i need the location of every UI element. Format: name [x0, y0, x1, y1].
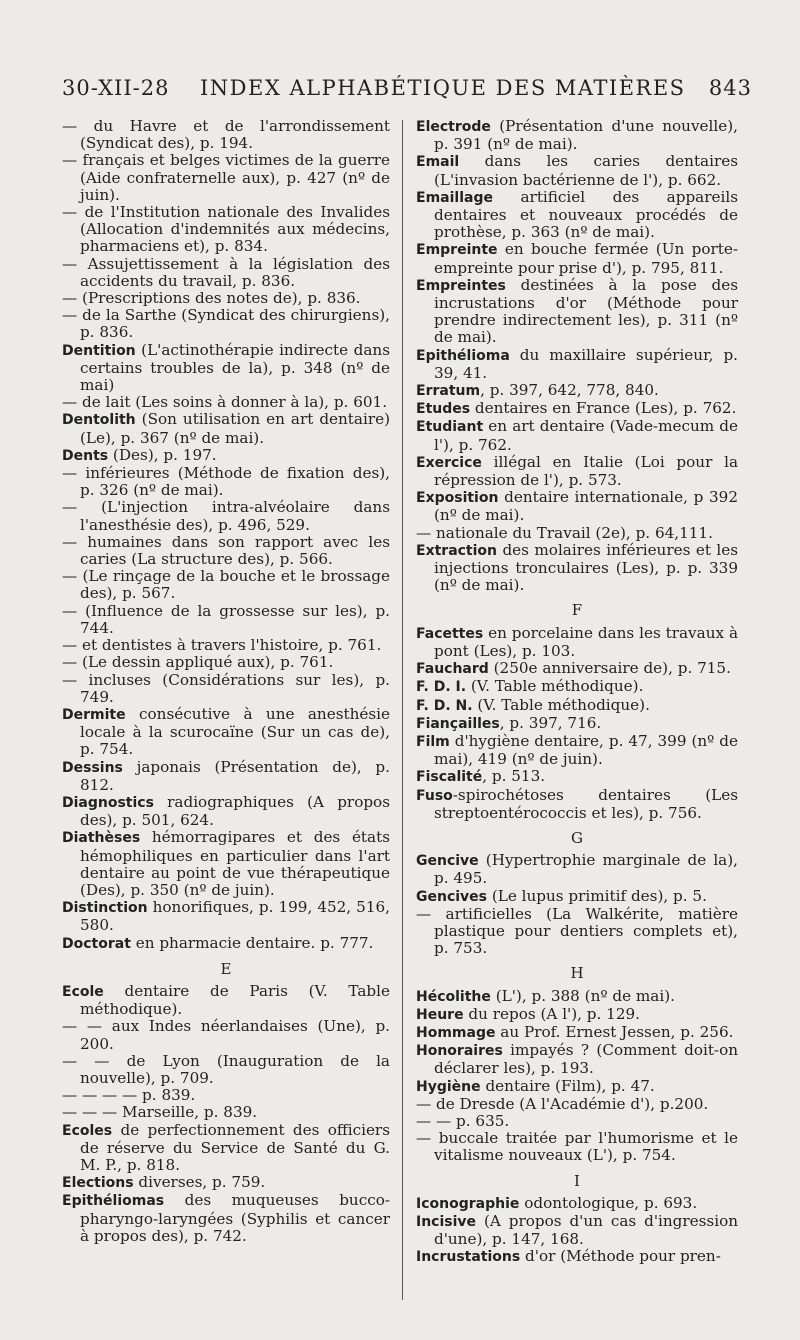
entry-heading: Fuso: [416, 787, 453, 804]
entry-text: japonais (Présentation de), p. 812.: [80, 757, 390, 794]
entry-heading: Honoraires: [416, 1043, 503, 1060]
index-entry: [62, 759, 390, 794]
index-entry: [62, 394, 390, 411]
entry-text: — français et belges victimes de la guerre (Aide confraternelle aux), p. 427 (nº de juin).: [62, 151, 390, 204]
entry-text: (A propos d'un cas d'ingression d'une), p. 147, 168.: [434, 1211, 738, 1249]
entry-text: (Hypertrophie marginale de la), p. 495.: [434, 851, 738, 888]
entry-heading: Incrustations: [416, 1249, 521, 1266]
entry-text: — — de Lyon (Inauguration de la nouvelle), p. 709.: [62, 1051, 390, 1087]
index-entry: [416, 988, 738, 1006]
index-entry: [416, 660, 738, 678]
entry-text: -spirochétoses dentaires (Les streptoentérococcis et les), p. 756.: [434, 785, 738, 822]
index-entry: [416, 525, 738, 542]
entry-heading: Facettes: [416, 625, 484, 642]
entry-text: , p. 397, 642, 778, 840.: [480, 381, 659, 400]
index-entry: [416, 277, 738, 347]
entry-text: des molaires inférieures et les injections tronculaires (Les), p. p. 339 (nº de mai).: [434, 540, 738, 595]
entry-text: (L'actinothérapie indirecte dans certains troubles de la), p. 348 (nº de mai): [80, 340, 390, 395]
index-entry: [416, 542, 738, 595]
index-entry: [416, 1130, 738, 1164]
entry-heading: Dermite: [62, 706, 126, 723]
index-entry: [62, 1018, 390, 1052]
entry-text: (Présentation d'une nouvelle), p. 391 (nº de mai).: [434, 117, 738, 154]
entry-heading: Dents: [62, 447, 109, 464]
entry-heading: Fauchard: [416, 661, 489, 678]
index-entry: [62, 899, 390, 934]
entry-text: en pharmacie dentaire. p. 777.: [130, 933, 374, 952]
entry-heading: Email: [416, 154, 460, 171]
index-entry: [62, 204, 390, 256]
index-entry: [416, 1024, 738, 1042]
entry-text: — (Influence de la grossesse sur les), p. 744.: [62, 601, 390, 637]
index-entry: [416, 678, 738, 696]
entry-text: (Son utilisation en art dentaire) (Le), p. 367 (nº de mai).: [80, 410, 390, 447]
index-entry: [416, 1213, 738, 1248]
entry-heading: Fiscalité: [416, 769, 483, 786]
index-entry: [62, 794, 390, 829]
section-letter: I: [574, 1171, 580, 1190]
section-letter: G: [571, 828, 583, 847]
entry-heading: Dentolith: [62, 412, 136, 429]
entry-heading: Iconographie: [416, 1195, 520, 1212]
index-entry: [416, 625, 738, 660]
entry-text: en bouche fermée (Un porte-empreinte pour prise d'), p. 795, 811.: [434, 240, 738, 277]
entry-heading: Ecole: [62, 983, 104, 1000]
entry-text: — de l'Institution nationale des Invalides (Allocation d'indemnités aux médecins, pharmaciens et), p. 834.: [62, 203, 390, 256]
entry-heading: Ecoles: [62, 1122, 113, 1139]
entry-heading: Gencive: [416, 853, 479, 870]
header-date: 30-XII-28: [62, 76, 170, 100]
index-entry: [62, 256, 390, 290]
entry-heading: Incisive: [416, 1213, 477, 1230]
index-entry: [416, 1042, 738, 1077]
index-entry: [62, 1192, 390, 1245]
entry-text: du maxillaire supérieur, p. 39, 41.: [434, 345, 738, 382]
entry-text: des muqueuses bucco-pharyngo-laryngées (Syphilis et cancer à propos des), p. 742.: [80, 1191, 390, 1245]
entry-text: destinées à la pose des incrustations d'or (Méthode pour prendre indirectement les), p. 311 (nº de mai).: [434, 275, 738, 347]
entry-text: — (Le dessin appliqué aux), p. 761.: [62, 653, 334, 672]
index-entry: [416, 1006, 738, 1024]
entry-text: — (Le rinçage de la bouche et le brossage des), p. 567.: [62, 567, 390, 603]
index-entry: [416, 697, 738, 715]
index-entry: [416, 418, 738, 453]
index-entry: [416, 906, 738, 958]
entry-text: — buccale traitée par l'humorisme et le vitalisme nouveaux (L'), p. 754.: [416, 1129, 738, 1165]
entry-text: d'or (Méthode pour pren-: [520, 1247, 721, 1266]
entry-text: — — — Marseille, p. 839.: [62, 1103, 258, 1122]
entry-text: , p. 513.: [482, 767, 546, 786]
entry-text: d'hygiène dentaire, p. 47, 399 (nº de mai), 419 (nº de juin).: [434, 731, 738, 769]
entry-text: — inférieures (Méthode de fixation des), p. 326 (nº de mai).: [62, 464, 390, 500]
column-divider: [402, 120, 403, 1300]
index-entry: [62, 654, 390, 671]
entry-text: dentaires en France (Les), p. 762.: [470, 399, 737, 418]
entry-heading: Distinction: [62, 900, 148, 917]
index-entry: [416, 1113, 738, 1130]
entry-text: — (L'injection intra-alvéolaire dans l'anesthésie des), p. 496, 529.: [62, 498, 390, 534]
index-entry: [416, 852, 738, 887]
entry-heading: F. D. N.: [416, 697, 473, 714]
entry-text: — de Dresde (A l'Académie d'), p.200.: [416, 1094, 709, 1113]
index-entry: [62, 1087, 390, 1104]
index-entry: [62, 534, 390, 568]
entry-heading: Film: [416, 733, 450, 750]
entry-heading: Etudiant: [416, 419, 484, 436]
index-entry: [62, 1174, 390, 1192]
index-entry: [416, 715, 738, 733]
index-entry: [62, 829, 390, 899]
entry-heading: Gencives: [416, 888, 488, 905]
entry-text: (L'), p. 388 (nº de mai).: [490, 986, 675, 1005]
entry-text: illégal en Italie (Loi pour la répression de l'), p. 573.: [434, 452, 738, 490]
entry-text: — — aux Indes néerlandaises (Une), p. 200.: [62, 1017, 390, 1053]
index-entry: [62, 499, 390, 533]
entry-text: odontologique, p. 693.: [519, 1193, 698, 1212]
index-entry: [62, 568, 390, 602]
entry-heading: Diagnostics: [62, 794, 154, 811]
entry-text: (Des), p. 197.: [108, 445, 217, 464]
index-entry: [62, 672, 390, 706]
index-entry: [62, 290, 390, 307]
index-entry: [416, 189, 738, 242]
index-entry: [62, 983, 390, 1018]
entry-heading: Empreinte: [416, 242, 498, 259]
entry-text: (V. Table méthodique).: [466, 677, 644, 696]
entry-text: — de la Sarthe (Syndicat des chirurgiens), p. 836.: [62, 306, 390, 342]
entry-text: diverses, p. 759.: [133, 1173, 266, 1192]
entry-heading: Doctorat: [62, 935, 131, 952]
header-page-number: 843: [708, 76, 752, 100]
index-entry: [416, 382, 738, 400]
index-entry: [62, 1122, 390, 1175]
entry-heading: Epithélioma: [416, 347, 510, 364]
entry-heading: Elections: [62, 1175, 134, 1192]
entry-text: — (Prescriptions des notes de), p. 836.: [62, 289, 361, 308]
index-entry: [416, 733, 738, 768]
index-entry: [62, 118, 390, 152]
entry-text: dentaire de Paris (V. Table méthodique).: [80, 981, 390, 1019]
entry-text: — humaines dans son rapport avec les caries (La structure des), p. 566.: [62, 532, 390, 569]
entry-heading: Extraction: [416, 542, 498, 559]
entry-heading: Empreintes: [416, 277, 506, 294]
entry-text: — nationale du Travail (2e), p. 64,111.: [416, 523, 713, 542]
index-entry: [416, 787, 738, 822]
entry-text: (Le lupus primitif des), p. 5.: [487, 886, 707, 905]
entry-text: (250e anniversaire de), p. 715.: [488, 659, 731, 678]
entry-text: — — p. 635.: [416, 1111, 510, 1130]
index-entry: [62, 637, 390, 654]
index-entry: [416, 1096, 738, 1113]
entry-text: — Assujettissement à la législation des accidents du travail, p. 836.: [62, 254, 390, 290]
entry-heading: Erratum: [416, 383, 481, 400]
section-letter: H: [570, 964, 584, 983]
index-entry: [416, 153, 738, 188]
index-entry: [62, 706, 390, 759]
section-letter: E: [220, 959, 232, 978]
index-entry: [416, 347, 738, 382]
section-letter: F: [571, 601, 583, 620]
left-column: [62, 118, 390, 1245]
index-entry: [416, 454, 738, 489]
index-entry: [62, 603, 390, 637]
index-entry: [416, 888, 738, 906]
entry-heading: Heure: [416, 1006, 464, 1023]
entry-heading: F. D. I.: [416, 679, 467, 696]
entry-heading: Etudes: [416, 401, 471, 418]
index-entry: [416, 400, 738, 418]
index-entry: [62, 342, 390, 395]
page-header: [62, 76, 752, 108]
index-entry: [416, 489, 738, 524]
entry-heading: Hécolithe: [416, 988, 491, 1005]
entry-text: — — — — p. 839.: [62, 1086, 196, 1105]
entry-text: — du Havre et de l'arrondissement (Syndicat des), p. 194.: [62, 117, 390, 153]
entry-text: en art dentaire (Vade-mecum de l'), p. 762.: [434, 417, 738, 454]
entry-heading: Exercice: [416, 454, 482, 471]
entry-text: impayés ? (Comment doit-on déclarer les), p. 193.: [434, 1041, 738, 1078]
index-entry: [62, 465, 390, 499]
index-entry: [416, 1195, 738, 1213]
header-title: INDEX ALPHABÉTIQUE DES MATIÈRES: [200, 76, 686, 100]
entry-heading: Exposition: [416, 490, 499, 507]
entry-text: au Prof. Ernest Jessen, p. 256.: [495, 1022, 734, 1041]
index-entry: [62, 411, 390, 446]
index-entry: [416, 1248, 738, 1266]
entry-heading: Epithéliomas: [62, 1193, 165, 1210]
index-entry: [62, 1104, 390, 1121]
entry-heading: Emaillage: [416, 189, 493, 206]
entry-text: (V. Table méthodique).: [472, 695, 650, 714]
entry-text: consécutive à une anesthésie locale à la scurocaïne (Sur un cas de), p. 754.: [80, 704, 390, 759]
entry-text: de perfectionnement des officiers de réserve du Service de Santé du G. M. P., p. 818.: [80, 1120, 390, 1174]
entry-heading: Diathèses: [62, 830, 141, 847]
index-entry: [62, 935, 390, 953]
entry-heading: Hommage: [416, 1024, 496, 1041]
entry-text: — incluses (Considérations sur les), p. 749.: [62, 670, 390, 706]
entry-text: — et dentistes à travers l'histoire, p. 761.: [62, 636, 382, 655]
entry-text: dentaire (Film), p. 47.: [480, 1076, 655, 1095]
entry-text: dans les caries dentaires (L'invasion bactérienne de l'), p. 662.: [434, 152, 738, 189]
entry-text: hémorragipares et des états hémophiliques en particulier dans l'art dentaire au point de vue thérapeutique (Des), p. 350 (nº de juin).: [80, 828, 390, 899]
entry-heading: Electrode: [416, 119, 491, 135]
entry-text: , p. 397, 716.: [499, 713, 602, 732]
entry-text: — de lait (Les soins à donner à la), p. 601.: [62, 393, 388, 412]
index-entry: [416, 768, 738, 786]
index-entry: [416, 241, 738, 276]
right-column: [416, 118, 738, 1267]
index-entry: [416, 1078, 738, 1096]
entry-heading: Hygiène: [416, 1078, 481, 1095]
index-entry: [416, 118, 738, 153]
index-entry: [62, 307, 390, 341]
entry-text: du repos (A l'), p. 129.: [463, 1004, 640, 1023]
index-entry: [62, 152, 390, 204]
entry-heading: Fiançailles: [416, 715, 500, 732]
entry-heading: Dentition: [62, 342, 136, 359]
entry-text: — artificielles (La Walkérite, matière plastique pour dentiers complets et), p. 753.: [416, 904, 738, 958]
entry-text: artificiel des appareils dentaires et nouveaux procédés de prothèse, p. 363 (nº de mai).: [434, 187, 738, 242]
entry-text: honorifiques, p. 199, 452, 516, 580.: [80, 898, 390, 935]
entry-text: en porcelaine dans les travaux à pont (Les), p. 103.: [434, 623, 738, 660]
entry-text: dentaire internationale, p 392 (nº de mai).: [434, 488, 738, 525]
entry-heading: Dessins: [62, 759, 123, 776]
index-entry: [62, 447, 390, 465]
entry-text: radiographiques (A propos des), p. 501, 624.: [80, 792, 390, 830]
index-entry: [62, 1053, 390, 1087]
